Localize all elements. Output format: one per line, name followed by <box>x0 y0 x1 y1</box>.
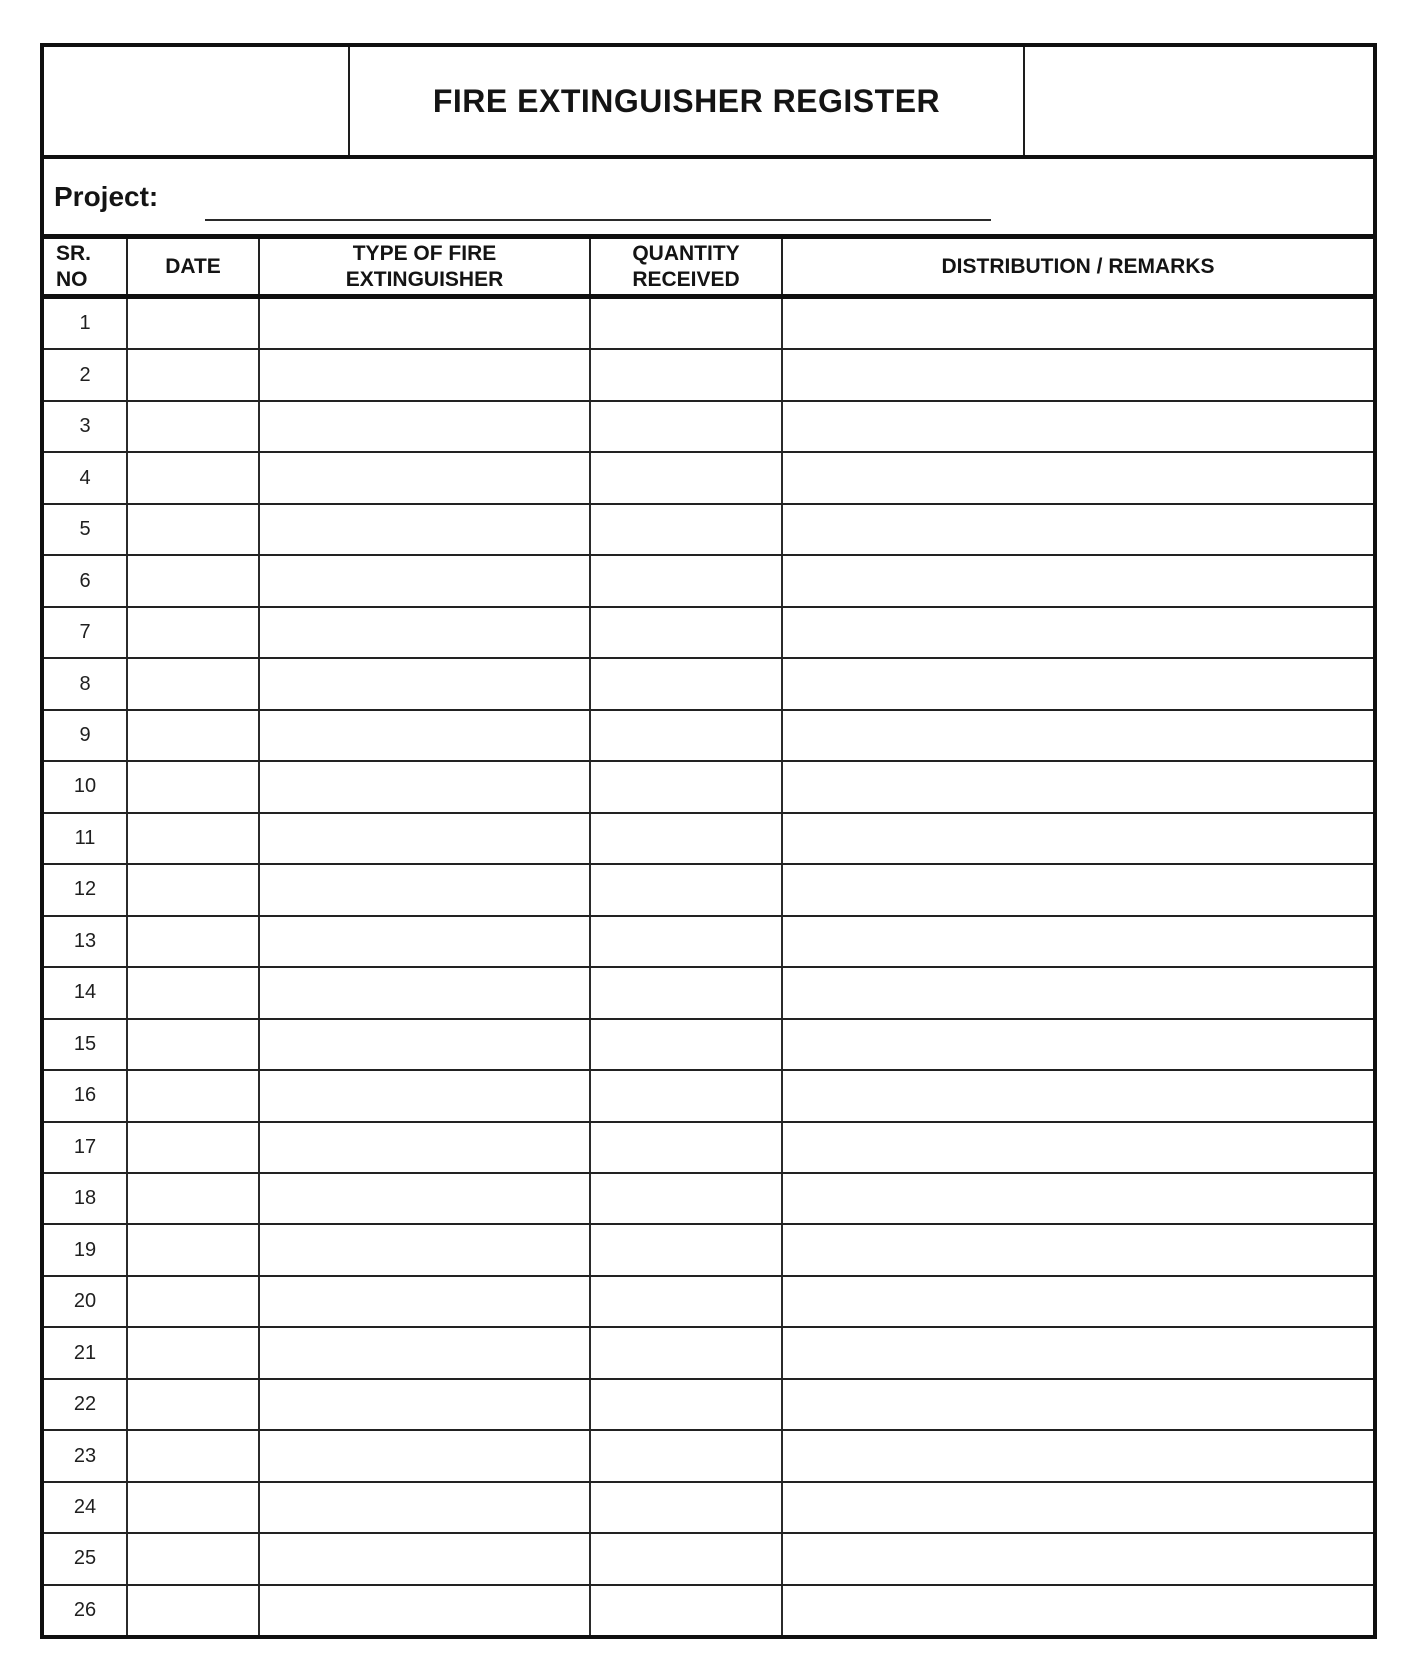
fire-extinguisher-register-table <box>40 43 1377 1639</box>
date-cell <box>128 1380 260 1429</box>
column-header-quantity: QUANTITY RECEIVED <box>591 239 783 294</box>
type-cell <box>260 917 591 966</box>
type-cell <box>260 762 591 811</box>
register-rows <box>44 299 1373 1635</box>
date-cell <box>128 1277 260 1326</box>
column-header-sr-no: SR. NO <box>44 239 128 294</box>
type-cell <box>260 1431 591 1480</box>
date-cell <box>128 505 260 554</box>
sr-no-cell: 22 <box>44 1380 128 1429</box>
quantity-cell <box>591 865 783 914</box>
table-row <box>44 1275 1373 1326</box>
quantity-cell <box>591 453 783 502</box>
remarks-cell <box>783 299 1373 348</box>
date-cell <box>128 1431 260 1480</box>
remarks-cell <box>783 556 1373 605</box>
quantity-cell <box>591 505 783 554</box>
sr-no-cell: 7 <box>44 608 128 657</box>
type-cell <box>260 556 591 605</box>
quantity-cell <box>591 402 783 451</box>
quantity-cell <box>591 1225 783 1274</box>
type-cell <box>260 1123 591 1172</box>
date-cell <box>128 968 260 1017</box>
quantity-cell <box>591 659 783 708</box>
sr-no-cell: 9 <box>44 711 128 760</box>
column-header-type: TYPE OF FIRE EXTINGUISHER <box>260 239 591 294</box>
remarks-cell <box>783 505 1373 554</box>
table-row <box>44 1018 1373 1069</box>
remarks-cell <box>783 402 1373 451</box>
sr-no-cell: 3 <box>44 402 128 451</box>
quantity-cell <box>591 1123 783 1172</box>
table-row <box>44 709 1373 760</box>
table-row <box>44 1172 1373 1223</box>
project-label: Project: <box>54 180 159 212</box>
type-cell <box>260 350 591 399</box>
sr-no-cell: 20 <box>44 1277 128 1326</box>
sr-no-cell: 21 <box>44 1328 128 1377</box>
remarks-cell <box>783 711 1373 760</box>
type-cell <box>260 453 591 502</box>
table-header-row <box>44 239 1373 299</box>
quantity-cell <box>591 299 783 348</box>
date-cell <box>128 299 260 348</box>
date-cell <box>128 608 260 657</box>
type-cell <box>260 608 591 657</box>
sr-no-cell: 16 <box>44 1071 128 1120</box>
remarks-cell <box>783 453 1373 502</box>
sr-no-cell: 1 <box>44 299 128 348</box>
quantity-cell <box>591 1020 783 1069</box>
quantity-cell <box>591 1328 783 1377</box>
sr-no-cell: 10 <box>44 762 128 811</box>
quantity-cell <box>591 762 783 811</box>
quantity-cell <box>591 1071 783 1120</box>
quantity-cell <box>591 1483 783 1532</box>
quantity-cell <box>591 556 783 605</box>
quantity-cell <box>591 917 783 966</box>
remarks-cell <box>783 814 1373 863</box>
remarks-cell <box>783 1071 1373 1120</box>
sr-no-cell: 11 <box>44 814 128 863</box>
table-row <box>44 1378 1373 1429</box>
quantity-cell <box>591 968 783 1017</box>
table-row <box>44 915 1373 966</box>
sr-no-cell: 6 <box>44 556 128 605</box>
date-cell <box>128 1020 260 1069</box>
type-cell <box>260 814 591 863</box>
type-cell <box>260 1174 591 1223</box>
date-cell <box>128 1586 260 1635</box>
table-row <box>44 1069 1373 1120</box>
date-cell <box>128 762 260 811</box>
project-band <box>44 159 1373 239</box>
table-row <box>44 1223 1373 1274</box>
remarks-cell <box>783 1020 1373 1069</box>
sr-no-cell: 19 <box>44 1225 128 1274</box>
sr-no-cell: 4 <box>44 453 128 502</box>
sr-no-cell: 2 <box>44 350 128 399</box>
type-cell <box>260 1277 591 1326</box>
date-cell <box>128 556 260 605</box>
quantity-cell <box>591 1174 783 1223</box>
type-cell <box>260 865 591 914</box>
date-cell <box>128 1123 260 1172</box>
sr-no-cell: 24 <box>44 1483 128 1532</box>
table-row <box>44 451 1373 502</box>
type-cell <box>260 1225 591 1274</box>
sr-no-cell: 12 <box>44 865 128 914</box>
sr-no-cell: 26 <box>44 1586 128 1635</box>
table-row <box>44 657 1373 708</box>
quantity-cell <box>591 350 783 399</box>
remarks-cell <box>783 1328 1373 1377</box>
title-center-cell <box>350 47 1025 155</box>
date-cell <box>128 865 260 914</box>
sr-no-cell: 17 <box>44 1123 128 1172</box>
type-cell <box>260 1328 591 1377</box>
type-cell <box>260 1380 591 1429</box>
sr-no-cell: 8 <box>44 659 128 708</box>
type-cell <box>260 968 591 1017</box>
sr-no-cell: 13 <box>44 917 128 966</box>
type-cell <box>260 1586 591 1635</box>
date-cell <box>128 711 260 760</box>
date-cell <box>128 1328 260 1377</box>
table-row <box>44 863 1373 914</box>
remarks-cell <box>783 1174 1373 1223</box>
type-cell <box>260 1020 591 1069</box>
type-cell <box>260 711 591 760</box>
date-cell <box>128 1534 260 1583</box>
remarks-cell <box>783 1534 1373 1583</box>
remarks-cell <box>783 968 1373 1017</box>
date-cell <box>128 1483 260 1532</box>
table-row <box>44 348 1373 399</box>
remarks-cell <box>783 762 1373 811</box>
table-row <box>44 299 1373 348</box>
quantity-cell <box>591 711 783 760</box>
sr-no-cell: 5 <box>44 505 128 554</box>
quantity-cell <box>591 1431 783 1480</box>
title-left-empty-cell <box>44 47 350 155</box>
quantity-cell <box>591 608 783 657</box>
date-cell <box>128 1071 260 1120</box>
quantity-cell <box>591 1277 783 1326</box>
date-cell <box>128 917 260 966</box>
table-row <box>44 1429 1373 1480</box>
sr-no-cell: 14 <box>44 968 128 1017</box>
type-cell <box>260 1071 591 1120</box>
remarks-cell <box>783 1483 1373 1532</box>
remarks-cell <box>783 1586 1373 1635</box>
remarks-cell <box>783 1277 1373 1326</box>
table-row <box>44 966 1373 1017</box>
sr-no-cell: 23 <box>44 1431 128 1480</box>
remarks-cell <box>783 865 1373 914</box>
remarks-cell <box>783 1225 1373 1274</box>
date-cell <box>128 814 260 863</box>
type-cell <box>260 402 591 451</box>
table-row <box>44 400 1373 451</box>
sr-no-cell: 18 <box>44 1174 128 1223</box>
quantity-cell <box>591 814 783 863</box>
table-row <box>44 554 1373 605</box>
date-cell <box>128 453 260 502</box>
remarks-cell <box>783 659 1373 708</box>
table-row <box>44 1326 1373 1377</box>
column-header-remarks: DISTRIBUTION / REMARKS <box>941 254 1215 278</box>
sr-no-cell: 25 <box>44 1534 128 1583</box>
title-band <box>44 47 1373 159</box>
date-cell <box>128 1225 260 1274</box>
type-cell <box>260 1483 591 1532</box>
table-row <box>44 1481 1373 1532</box>
remarks-cell <box>783 350 1373 399</box>
remarks-cell <box>783 917 1373 966</box>
remarks-cell <box>783 608 1373 657</box>
table-row <box>44 760 1373 811</box>
date-cell <box>128 402 260 451</box>
remarks-cell <box>783 1380 1373 1429</box>
type-cell <box>260 505 591 554</box>
title-right-empty-cell <box>1025 47 1373 155</box>
quantity-cell <box>591 1534 783 1583</box>
date-cell <box>128 659 260 708</box>
type-cell <box>260 659 591 708</box>
table-row <box>44 812 1373 863</box>
type-cell <box>260 299 591 348</box>
table-row <box>44 1121 1373 1172</box>
date-cell <box>128 1174 260 1223</box>
table-row <box>44 1584 1373 1635</box>
sr-no-cell: 15 <box>44 1020 128 1069</box>
type-cell <box>260 1534 591 1583</box>
column-header-date: DATE <box>128 239 260 294</box>
remarks-cell <box>783 1431 1373 1480</box>
quantity-cell <box>591 1380 783 1429</box>
remarks-cell <box>783 1123 1373 1172</box>
quantity-cell <box>591 1586 783 1635</box>
page-title: FIRE EXTINGUISHER REGISTER <box>432 82 941 119</box>
table-row <box>44 606 1373 657</box>
date-cell <box>128 350 260 399</box>
table-row <box>44 503 1373 554</box>
project-fill-line <box>205 219 991 221</box>
table-row <box>44 1532 1373 1583</box>
